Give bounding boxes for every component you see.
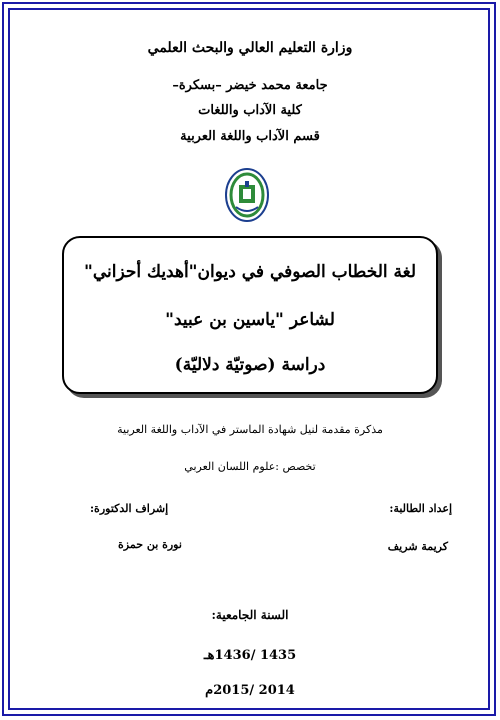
thesis-title-line1: لغة الخطاب الصوفي في ديوان"أهديك أحزاني" bbox=[83, 262, 417, 282]
degree-note: مذكرة مقدمة لنيل شهادة الماستر في الآداب واللغة العربية bbox=[117, 423, 383, 436]
thesis-title-line3: دراسة (صوتيّة دلاليّة) bbox=[174, 355, 326, 375]
academic-year-gregorian: 2014 /2015م bbox=[205, 683, 295, 698]
supervisor-name: نورة بن حمزة bbox=[118, 538, 182, 551]
academic-year-hijri: 1435 /1436هـ bbox=[203, 648, 297, 663]
student-name: كريمة شريف bbox=[387, 540, 448, 553]
academic-year-label: السنة الجامعية: bbox=[211, 608, 289, 622]
faculty-heading: كلية الآداب واللغات bbox=[198, 103, 302, 118]
specialty: تخصص :علوم اللسان العربي bbox=[184, 460, 316, 473]
supervisor-label: إشراف الدكتورة: bbox=[90, 502, 169, 515]
university-heading: جامعة محمد خيضر –بسكرة– bbox=[172, 78, 328, 93]
ministry-heading: وزارة التعليم العالي والبحث العلمي bbox=[147, 40, 353, 56]
department-heading: قسم الآداب واللغة العربية bbox=[180, 129, 320, 144]
student-label: إعداد الطالبة: bbox=[389, 502, 452, 515]
thesis-title-line2: لشاعر "ياسين بن عبيد" bbox=[165, 310, 335, 330]
university-logo-icon bbox=[224, 167, 270, 223]
